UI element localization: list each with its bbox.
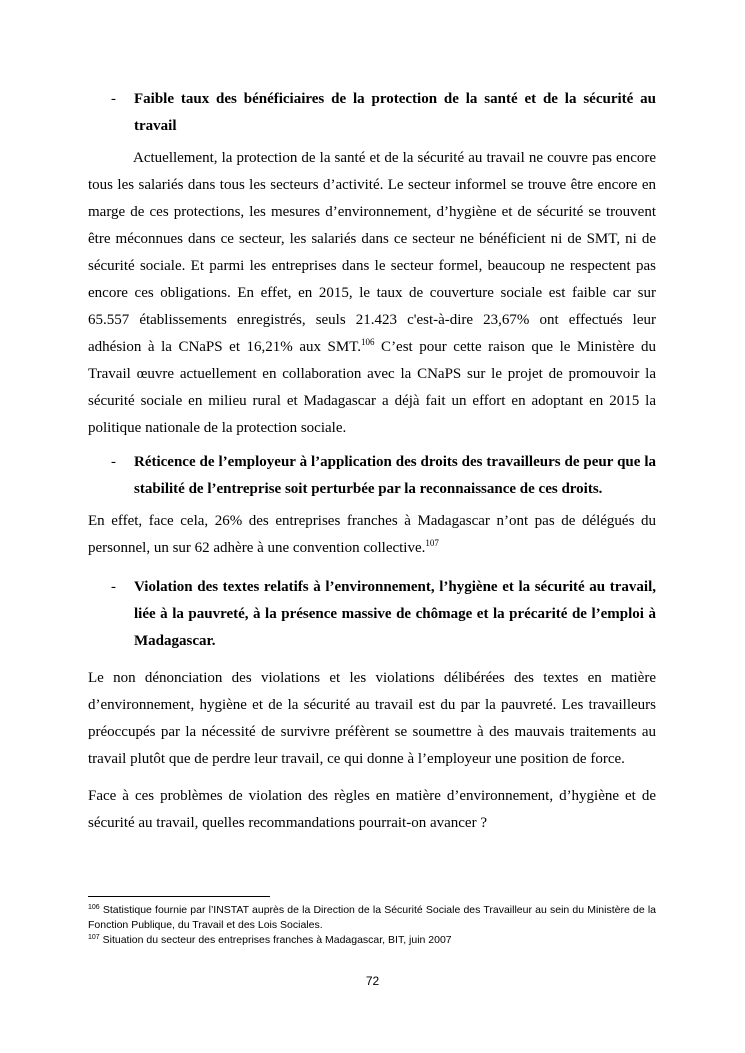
bullet-heading-text: Réticence de l’employeur à l’application des droits des travailleurs de peur que la stabilité de l’entreprise soit perturbée par la reconnaissance de ces droits.	[134, 454, 656, 497]
paragraph	[88, 665, 656, 773]
bullet-dash: -	[111, 91, 116, 107]
document-body	[88, 86, 656, 844]
footnote-number: 107	[88, 934, 100, 941]
paragraph	[88, 783, 656, 837]
bullet-heading	[88, 86, 656, 140]
paragraph-text: Actuellement, la protection de la santé et de la sécurité au travail ne couvre pas encore tous les salariés dans tous les secteurs d’activité. Le secteur informel se trouve être encore en marge de ces protections, les mesures d’environnement, d’hygiène et de sécurité se trouvent être méconnues dans ce secteur, les salariés dans ce secteur ne bénéficient ni de SMT, ni de sécurité sociale. Et parmi les entreprises dans le secteur formel, beaucoup ne respectent pas encore ces obligations. En effet, en 2015, le taux de couverture sociale est faible car sur 65.557 établissements enregistrés, seuls 21.423 c'est-à-dire 23,67% ont effectués leur adhésion à la CNaPS et 16,21% aux SMT.	[88, 150, 656, 355]
page-number: 72	[365, 974, 380, 988]
footnote-separator	[88, 896, 270, 897]
footnote-text: Situation du secteur des entreprises franches à Madagascar, BIT, juin 2007	[102, 934, 452, 946]
footnote-reference[interactable]: 107	[425, 538, 439, 548]
footnote	[88, 933, 656, 948]
bullet-heading	[88, 449, 656, 503]
bullet-heading-text: Faible taux des bénéficiaires de la protection de la santé et de la sécurité au travail	[134, 91, 656, 134]
bullet-heading-text: Violation des textes relatifs à l’environnement, l’hygiène et la sécurité au travail, liée à la pauvreté, à la présence massive de chômage et la précarité de l’emploi à Madagascar.	[134, 579, 656, 649]
paragraph-text: En effet, face cela, 26% des entreprises franches à Madagascar n’ont pas de délégués du personnel, un sur 62 adhère à une convention collective.	[88, 513, 656, 556]
paragraph	[88, 508, 656, 562]
footnote	[88, 903, 656, 933]
bullet-dash: -	[111, 454, 116, 470]
footnote-reference[interactable]: 106	[361, 337, 375, 347]
paragraph	[88, 145, 656, 442]
footnotes	[88, 896, 656, 948]
footnote-text: Statistique fournie par l’INSTAT auprès de la Direction de la Sécurité Sociale des Travailleur au sein du Ministère de la Fonction Publique, du Travail et des Lois Sociales.	[88, 904, 656, 931]
bullet-heading	[88, 574, 656, 655]
footnote-number: 106	[88, 904, 100, 911]
paragraph-text: C’est pour cette raison que le Ministère du Travail œuvre actuellement en collaboration avec la CNaPS sur le projet de promouvoir la sécurité sociale en milieu rural et Madagascar a déjà fait un effort en adoptant en 2015 la politique nationale de la protection sociale.	[88, 339, 656, 436]
paragraph-text: Le non dénonciation des violations et les violations délibérées des textes en matière d’environnement, hygiène et de la sécurité au travail est du par la pauvreté. Les travailleurs préoccupés par la nécessité de survivre préfèrent se soumettre à des mauvais traitements au travail plutôt que de perdre leur travail, ce qui donne à l’employeur une position de force.	[88, 670, 656, 767]
paragraph-text: Face à ces problèmes de violation des règles en matière d’environnement, d’hygiène et de sécurité au travail, quelles recommandations pourrait-on avancer ?	[88, 788, 656, 831]
bullet-dash: -	[111, 579, 116, 595]
